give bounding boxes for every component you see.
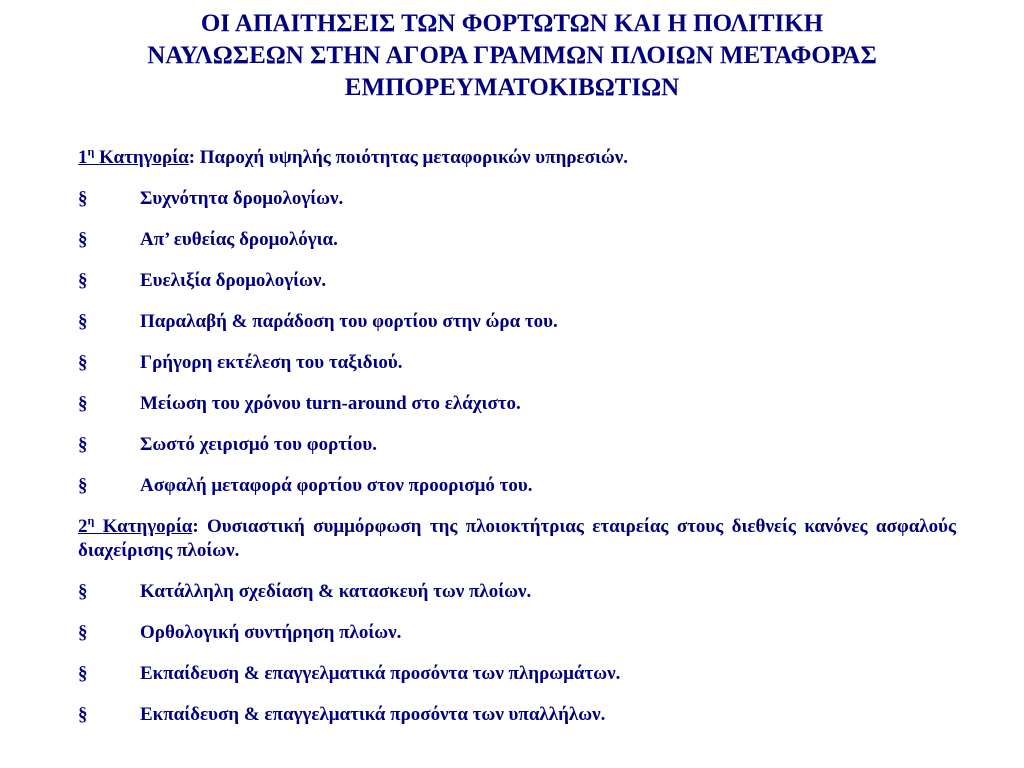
list-item xyxy=(78,187,956,211)
category-2-label-text: Κατηγορία xyxy=(102,516,193,537)
list-item-text: Μείωση του χρόνου turn-around στο ελάχιστο. xyxy=(140,393,521,414)
bullet-symbol: § xyxy=(78,270,88,291)
list-item-text: Εκπαίδευση & επαγγελματικά προσόντα των υπαλλήλων. xyxy=(140,704,606,725)
bullet-symbol: § xyxy=(78,663,88,684)
category-2-superscript: η xyxy=(87,513,95,528)
bullet-symbol: § xyxy=(78,622,88,643)
bullet-symbol: § xyxy=(78,581,88,602)
category-2-number: 2 xyxy=(78,516,88,537)
bullet-symbol: § xyxy=(78,229,88,250)
list-item xyxy=(78,310,956,334)
list-item-text: Γρήγορη εκτέλεση του ταξιδιού. xyxy=(140,352,403,373)
bullet-symbol: § xyxy=(78,475,88,496)
list-item xyxy=(78,228,956,252)
slide-title xyxy=(40,8,984,104)
title-line-2: ΝΑΥΛΩΣΕΩΝ ΣΤΗΝ ΑΓΟΡΑ ΓΡΑΜΜΩΝ ΠΛΟΙΩΝ ΜΕΤΑΦΟΡΑΣ xyxy=(147,42,877,69)
list-item-text: Κατάλληλη σχεδίαση & κατασκευή των πλοίων. xyxy=(140,581,532,602)
list-item xyxy=(78,392,956,416)
list-item-text: Ευελιξία δρομολογίων. xyxy=(140,270,327,291)
bullet-symbol: § xyxy=(78,393,88,414)
bullet-symbol: § xyxy=(78,434,88,455)
category-2-text: Ουσιαστική συμμόρφωση της πλοιοκτήτριας εταιρείας στους διεθνείς κανόνες ασφαλούς διαχείρισης πλοίων. xyxy=(78,516,957,561)
list-item xyxy=(78,269,956,293)
category-1-superscript: η xyxy=(87,144,95,159)
slide-body xyxy=(78,146,956,727)
list-item-text: Ορθολογική συντήρηση πλοίων. xyxy=(140,622,402,643)
category-1-heading xyxy=(78,146,956,170)
list-item-text: Ασφαλή μεταφορά φορτίου στον προορισμό του. xyxy=(140,475,533,496)
list-item xyxy=(78,474,956,498)
category-1-label-text: Κατηγορία xyxy=(99,147,189,168)
list-item-text: Συχνότητα δρομολογίων. xyxy=(140,188,344,209)
bullet-symbol: § xyxy=(78,311,88,332)
list-item xyxy=(78,433,956,457)
list-item-text: Απ’ ευθείας δρομολόγια. xyxy=(140,229,338,250)
list-item xyxy=(78,580,956,604)
list-item-text: Εκπαίδευση & επαγγελματικά προσόντα των πληρωμάτων. xyxy=(140,663,621,684)
category-1-label xyxy=(78,144,189,168)
list-item xyxy=(78,621,956,645)
bullet-symbol: § xyxy=(78,188,88,209)
bullet-symbol: § xyxy=(78,352,88,373)
category-2-colon: : xyxy=(192,516,199,537)
list-item xyxy=(78,662,956,686)
category-1-number: 1 xyxy=(78,147,88,168)
list-item xyxy=(78,703,956,727)
category-2-label xyxy=(78,513,193,537)
list-item xyxy=(78,351,956,375)
category-2-heading xyxy=(78,515,956,563)
category-1-text: Παροχή υψηλής ποιότητας μεταφορικών υπηρεσιών. xyxy=(195,147,628,168)
list-item-text: Σωστό χειρισμό του φορτίου. xyxy=(140,434,378,455)
category-1-colon: : xyxy=(188,147,196,168)
title-line-3: ΕΜΠΟΡΕΥΜΑΤΟΚΙΒΩΤΙΩΝ xyxy=(344,74,680,101)
bullet-symbol: § xyxy=(78,704,88,725)
list-item-text: Παραλαβή & παράδοση του φορτίου στην ώρα του. xyxy=(140,311,558,332)
title-line-1: ΟΙ ΑΠΑΙΤΗΣΕΙΣ ΤΩΝ ΦΟΡΤΩΤΩΝ ΚΑΙ Η ΠΟΛΙΤΙΚΗ xyxy=(200,10,824,37)
